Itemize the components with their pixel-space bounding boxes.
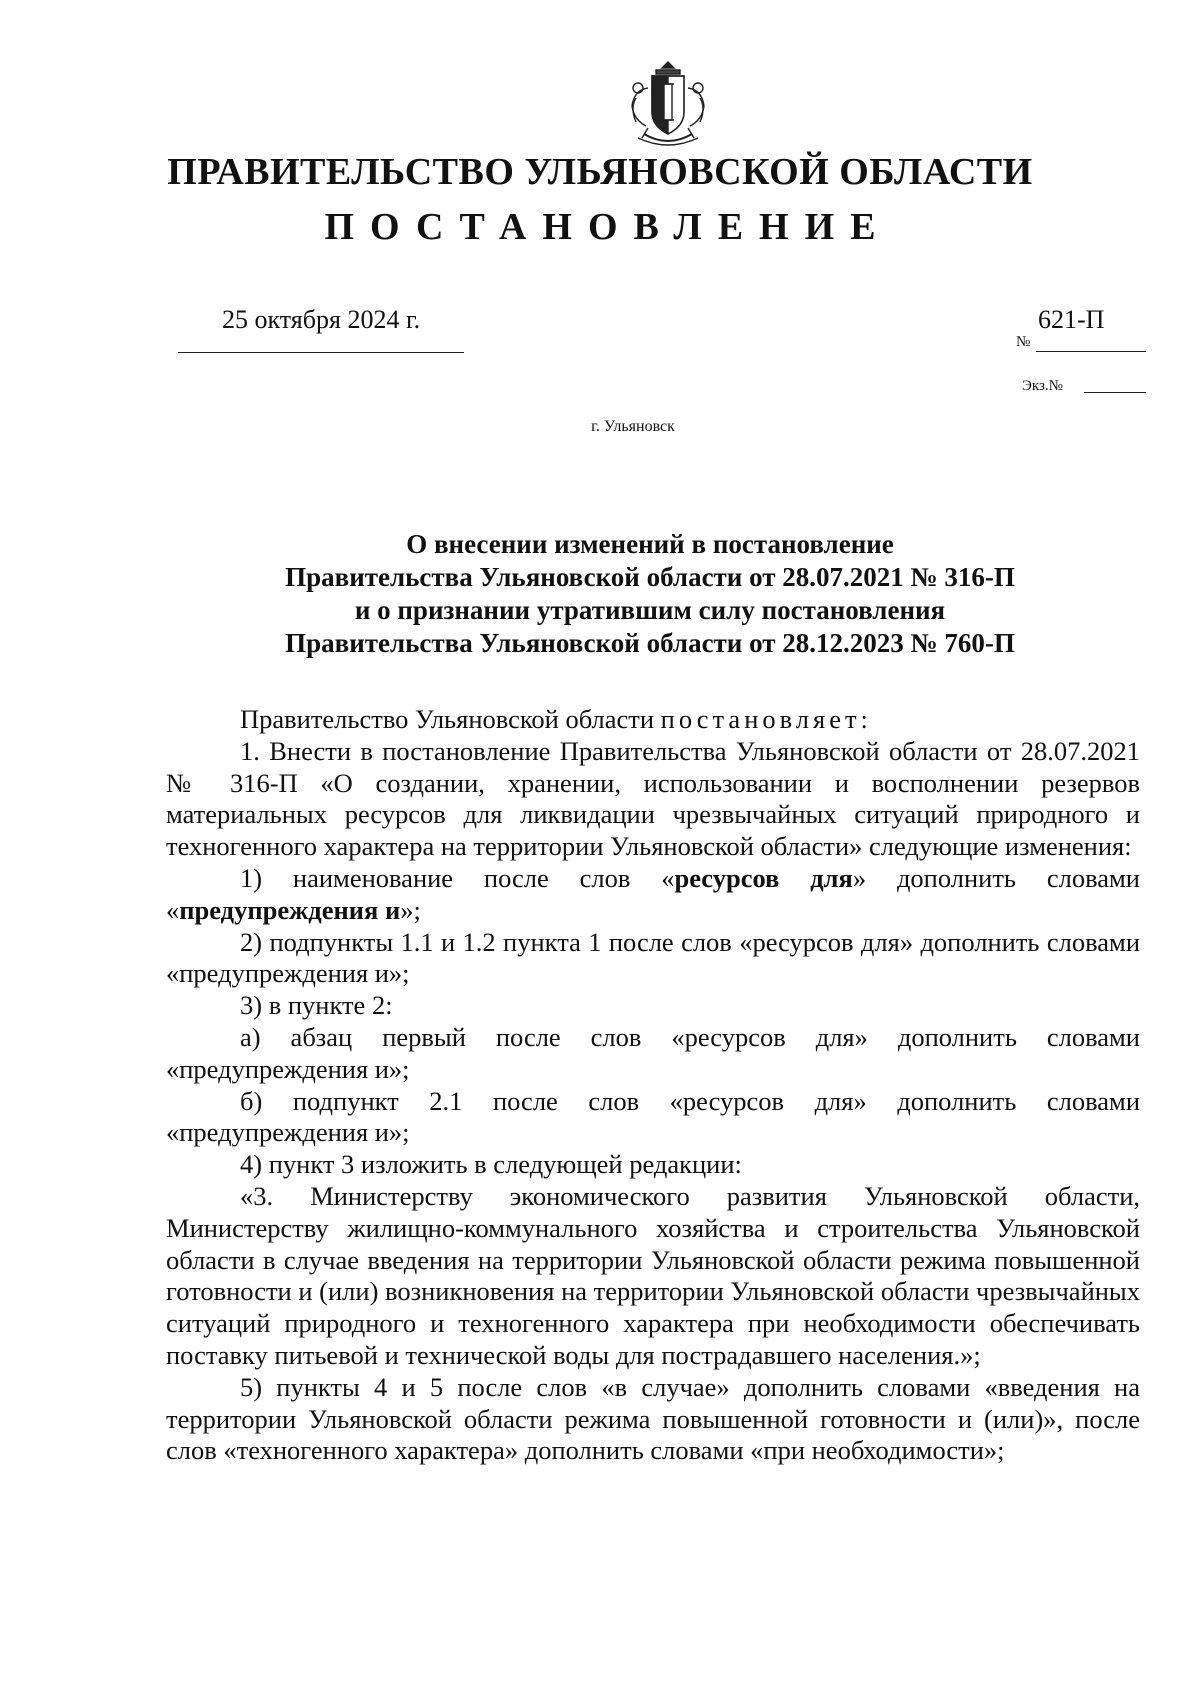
item-4-quote: «3. Министерству экономического развития Ульяновской области, Министерству жилищно-коммунального хозяйства и строительства Ульяновской области в случае введения на территории Ульяновской области режима повышенной готовности и (или) возникновения на территории Ульяновской области чрезвычайных ситуаций природного и техногенного характера при необходимости обеспечивать поставку питьевой и технической воды для пострадавшего населения.»; xyxy=(166,1180,1140,1370)
date-underline xyxy=(178,352,464,353)
item-3: 3) в пункте 2: xyxy=(240,990,393,1021)
copy-number-label: Экз.№ xyxy=(1022,378,1063,394)
document-body xyxy=(166,704,1140,1467)
intro-paragraph: Правительство Ульяновской области постановляет: xyxy=(240,704,872,734)
paragraph-1: 1. Внести в постановление Правительства Ульяновской области от 28.07.2021 № 316-П «О создании, хранении, использовании и восполнении резервов материальных ресурсов для ликвидации чрезвычайных ситуаций природного и техногенного характера на территории Ульяновской области» следующие изменения: xyxy=(166,735,1140,862)
title-line: Правительства Ульяновской области от 28.12.2023 № 760-П xyxy=(285,628,1015,658)
document-number: 621-П xyxy=(1038,305,1105,334)
item-4: 4) пункт 3 изложить в следующей редакции: xyxy=(240,1149,742,1180)
item-2: 2) подпункты 1.1 и 1.2 пункта 1 после слов «ресурсов для» дополнить словами «предупреждения и»; xyxy=(166,926,1140,989)
item-3a: а) абзац первый после слов «ресурсов для» дополнить словами «предупреждения и»; xyxy=(166,1021,1140,1084)
item-1: 1) наименование после слов «ресурсов для» дополнить словами «предупреждения и»; xyxy=(166,862,1140,925)
document-date: 25 октября 2024 г. xyxy=(222,305,421,334)
coat-of-arms-emblem xyxy=(618,58,718,150)
title-line: Правительства Ульяновской области от 28.07.2021 № 316-П xyxy=(285,562,1015,592)
organization-title: ПРАВИТЕЛЬСТВО УЛЬЯНОВСКОЙ ОБЛАСТИ xyxy=(167,151,1033,193)
title-line: О внесении изменений в постановление xyxy=(406,529,894,559)
document-type-title: ПОСТАНОВЛЕНИЕ xyxy=(324,206,892,248)
number-underline xyxy=(1036,351,1146,352)
copy-number-underline xyxy=(1084,392,1146,393)
document-title xyxy=(160,528,1140,660)
number-label: № xyxy=(1016,334,1031,350)
item-5: 5) пункты 4 и 5 после слов «в случае» дополнить словами «введения на территории Ульяновской области режима повышенной готовности и (или)», после слов «техногенного характера» дополнить словами «при необходимости»; xyxy=(166,1371,1140,1466)
title-line: и о признании утратившим силу постановления xyxy=(354,595,946,625)
city-name: г. Ульяновск xyxy=(591,418,675,435)
item-3b: б) подпункт 2.1 после слов «ресурсов для» дополнить словами «предупреждения и»; xyxy=(166,1085,1140,1148)
